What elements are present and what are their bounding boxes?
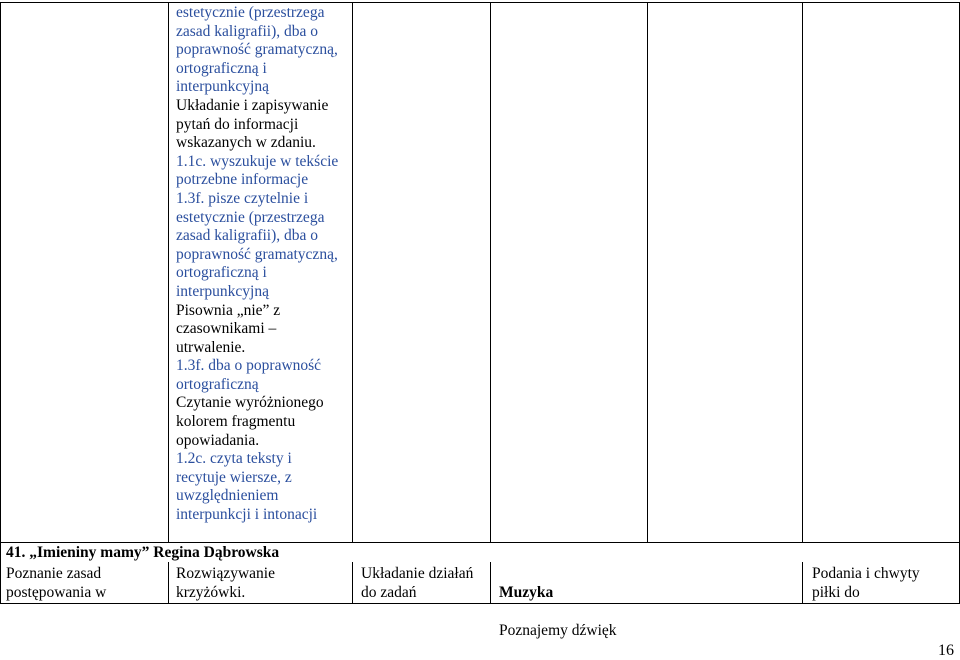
skills-line: recytuje wiersze, z [176, 468, 292, 486]
skills-line: wskazanych w zdaniu. [176, 134, 316, 152]
skills-line: kolorem fragmentu [176, 413, 296, 431]
skills-line: zasad kaligrafii), dba o [176, 22, 319, 40]
skills-line: 1.3f. dba o poprawność [176, 357, 322, 375]
lesson-row-col-education: Poznanie zasad postępowania w [6, 565, 107, 601]
upper-col-rule [647, 2, 648, 542]
table-top-rule [0, 2, 960, 3]
skills-line: Pisownia „nie” z [176, 301, 281, 319]
table-bottom-rule [0, 603, 960, 604]
skills-line: utrwalenie. [176, 338, 246, 356]
skills-line: interpunkcyjną [176, 78, 269, 96]
skills-line: ortograficzną i [176, 264, 267, 282]
music-heading: Muzyka [499, 584, 554, 601]
page-number: 16 [938, 642, 954, 659]
skills-line: ortograficzną [176, 375, 259, 393]
music-text: Poznajemy dźwięk [499, 622, 617, 639]
skills-line: interpunkcji i intonacji [176, 506, 318, 524]
skills-cell [176, 4, 352, 525]
skills-line: Układanie i zapisywanie [176, 96, 329, 114]
skills-line: interpunkcyjną [176, 282, 269, 300]
skills-line: Czytanie wyróżnionego [176, 394, 324, 412]
skills-line: potrzebne informacje [176, 171, 309, 189]
skills-line: poprawność gramatyczną, [176, 41, 338, 59]
skills-line: estetycznie (przestrzega [176, 208, 325, 226]
skills-line: estetycznie (przestrzega [176, 4, 325, 21]
lesson-row-col-math: Układanie działań do zadań [361, 565, 474, 601]
upper-col-rule [352, 2, 353, 542]
lower-col-rule [802, 562, 803, 603]
skills-line: uwzględnieniem [176, 487, 279, 505]
upper-col-rule [168, 2, 169, 542]
skills-line: 1.1c. wyszukuje w tekście [176, 152, 339, 170]
lower-col-rule [168, 562, 169, 603]
skills-line: 1.3f. pisze czytelnie i [176, 189, 309, 207]
skills-line: opowiadania. [176, 431, 260, 449]
lower-col-rule [490, 562, 491, 603]
lesson-row-col-music [499, 564, 799, 659]
upper-col-rule [802, 2, 803, 542]
skills-line: zasad kaligrafii), dba o [176, 227, 319, 245]
skills-line: czasownikami – [176, 320, 277, 338]
skills-line: poprawność gramatyczną, [176, 245, 338, 263]
section-divider-rule [0, 542, 960, 543]
skills-line: pytań do informacji [176, 115, 299, 133]
upper-col-rule [0, 2, 1, 603]
lesson-row-col-pe: Podania i chwyty piłki do [812, 565, 920, 601]
skills-line: 1.2c. czyta teksty i [176, 450, 292, 468]
skills-line: ortograficzną i [176, 59, 267, 77]
lower-col-rule [352, 562, 353, 603]
upper-col-rule [490, 2, 491, 542]
lesson-title: 41. „Imieniny mamy” Regina Dąbrowska [6, 544, 280, 561]
lesson-row-col-polish: Rozwiązywanie krzyżówki. [176, 565, 275, 601]
